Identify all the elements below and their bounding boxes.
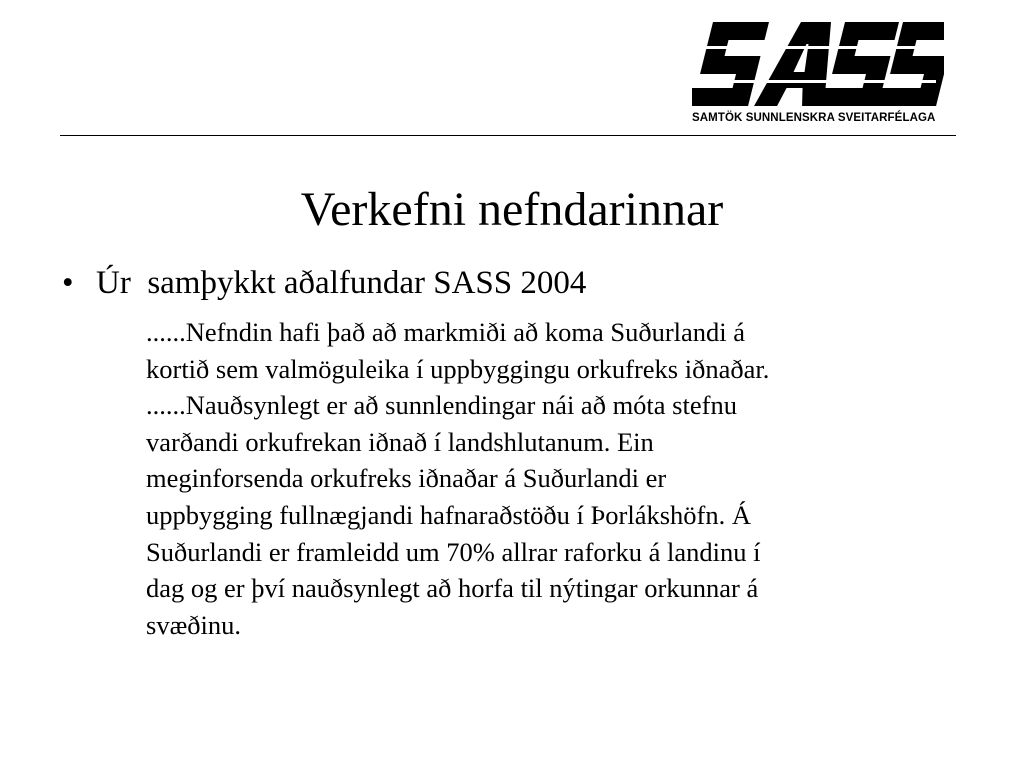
sass-logo (692, 18, 950, 132)
quote-line: meginforsenda orkufreks iðnaðar á Suðurlandi er (146, 463, 667, 494)
quote-paragraph (146, 314, 966, 643)
bullet-text: Úr samþykkt aðalfundar SASS 2004 (96, 265, 587, 301)
quote-line: svæðinu. (146, 609, 241, 640)
slide-title: Verkefni nefndarinnar (300, 183, 724, 236)
quote-line: Suðurlandi er framleidd um 70% allrar raforku á landinu í (146, 536, 761, 567)
bullet-item (62, 264, 586, 304)
quote-line: dag og er því nauðsynlegt að horfa til nýtingar orkunnar á (146, 573, 759, 604)
quote-line: uppbygging fullnægjandi hafnaraðstöðu í Þorlákshöfn. Á (146, 499, 752, 530)
quote-line: varðandi orkufrekan iðnað í landshlutanum. Ein (146, 426, 654, 457)
sass-wordmark-logo (692, 18, 944, 110)
quote-line: kortið sem valmöguleika í uppbyggingu orkufreks iðnaðar. (146, 353, 770, 384)
header-divider (60, 135, 956, 136)
logo-subtitle: SAMTÖK SUNNLENSKRA SVEITARFÉLAGA (692, 112, 936, 124)
quote-line: ......Nefndin hafi það að markmiði að koma Suðurlandi á (146, 317, 746, 347)
bullet-marker: • (62, 265, 74, 301)
quote-line: ......Nauðsynlegt er að sunnlendingar nái að móta stefnu (146, 390, 737, 421)
